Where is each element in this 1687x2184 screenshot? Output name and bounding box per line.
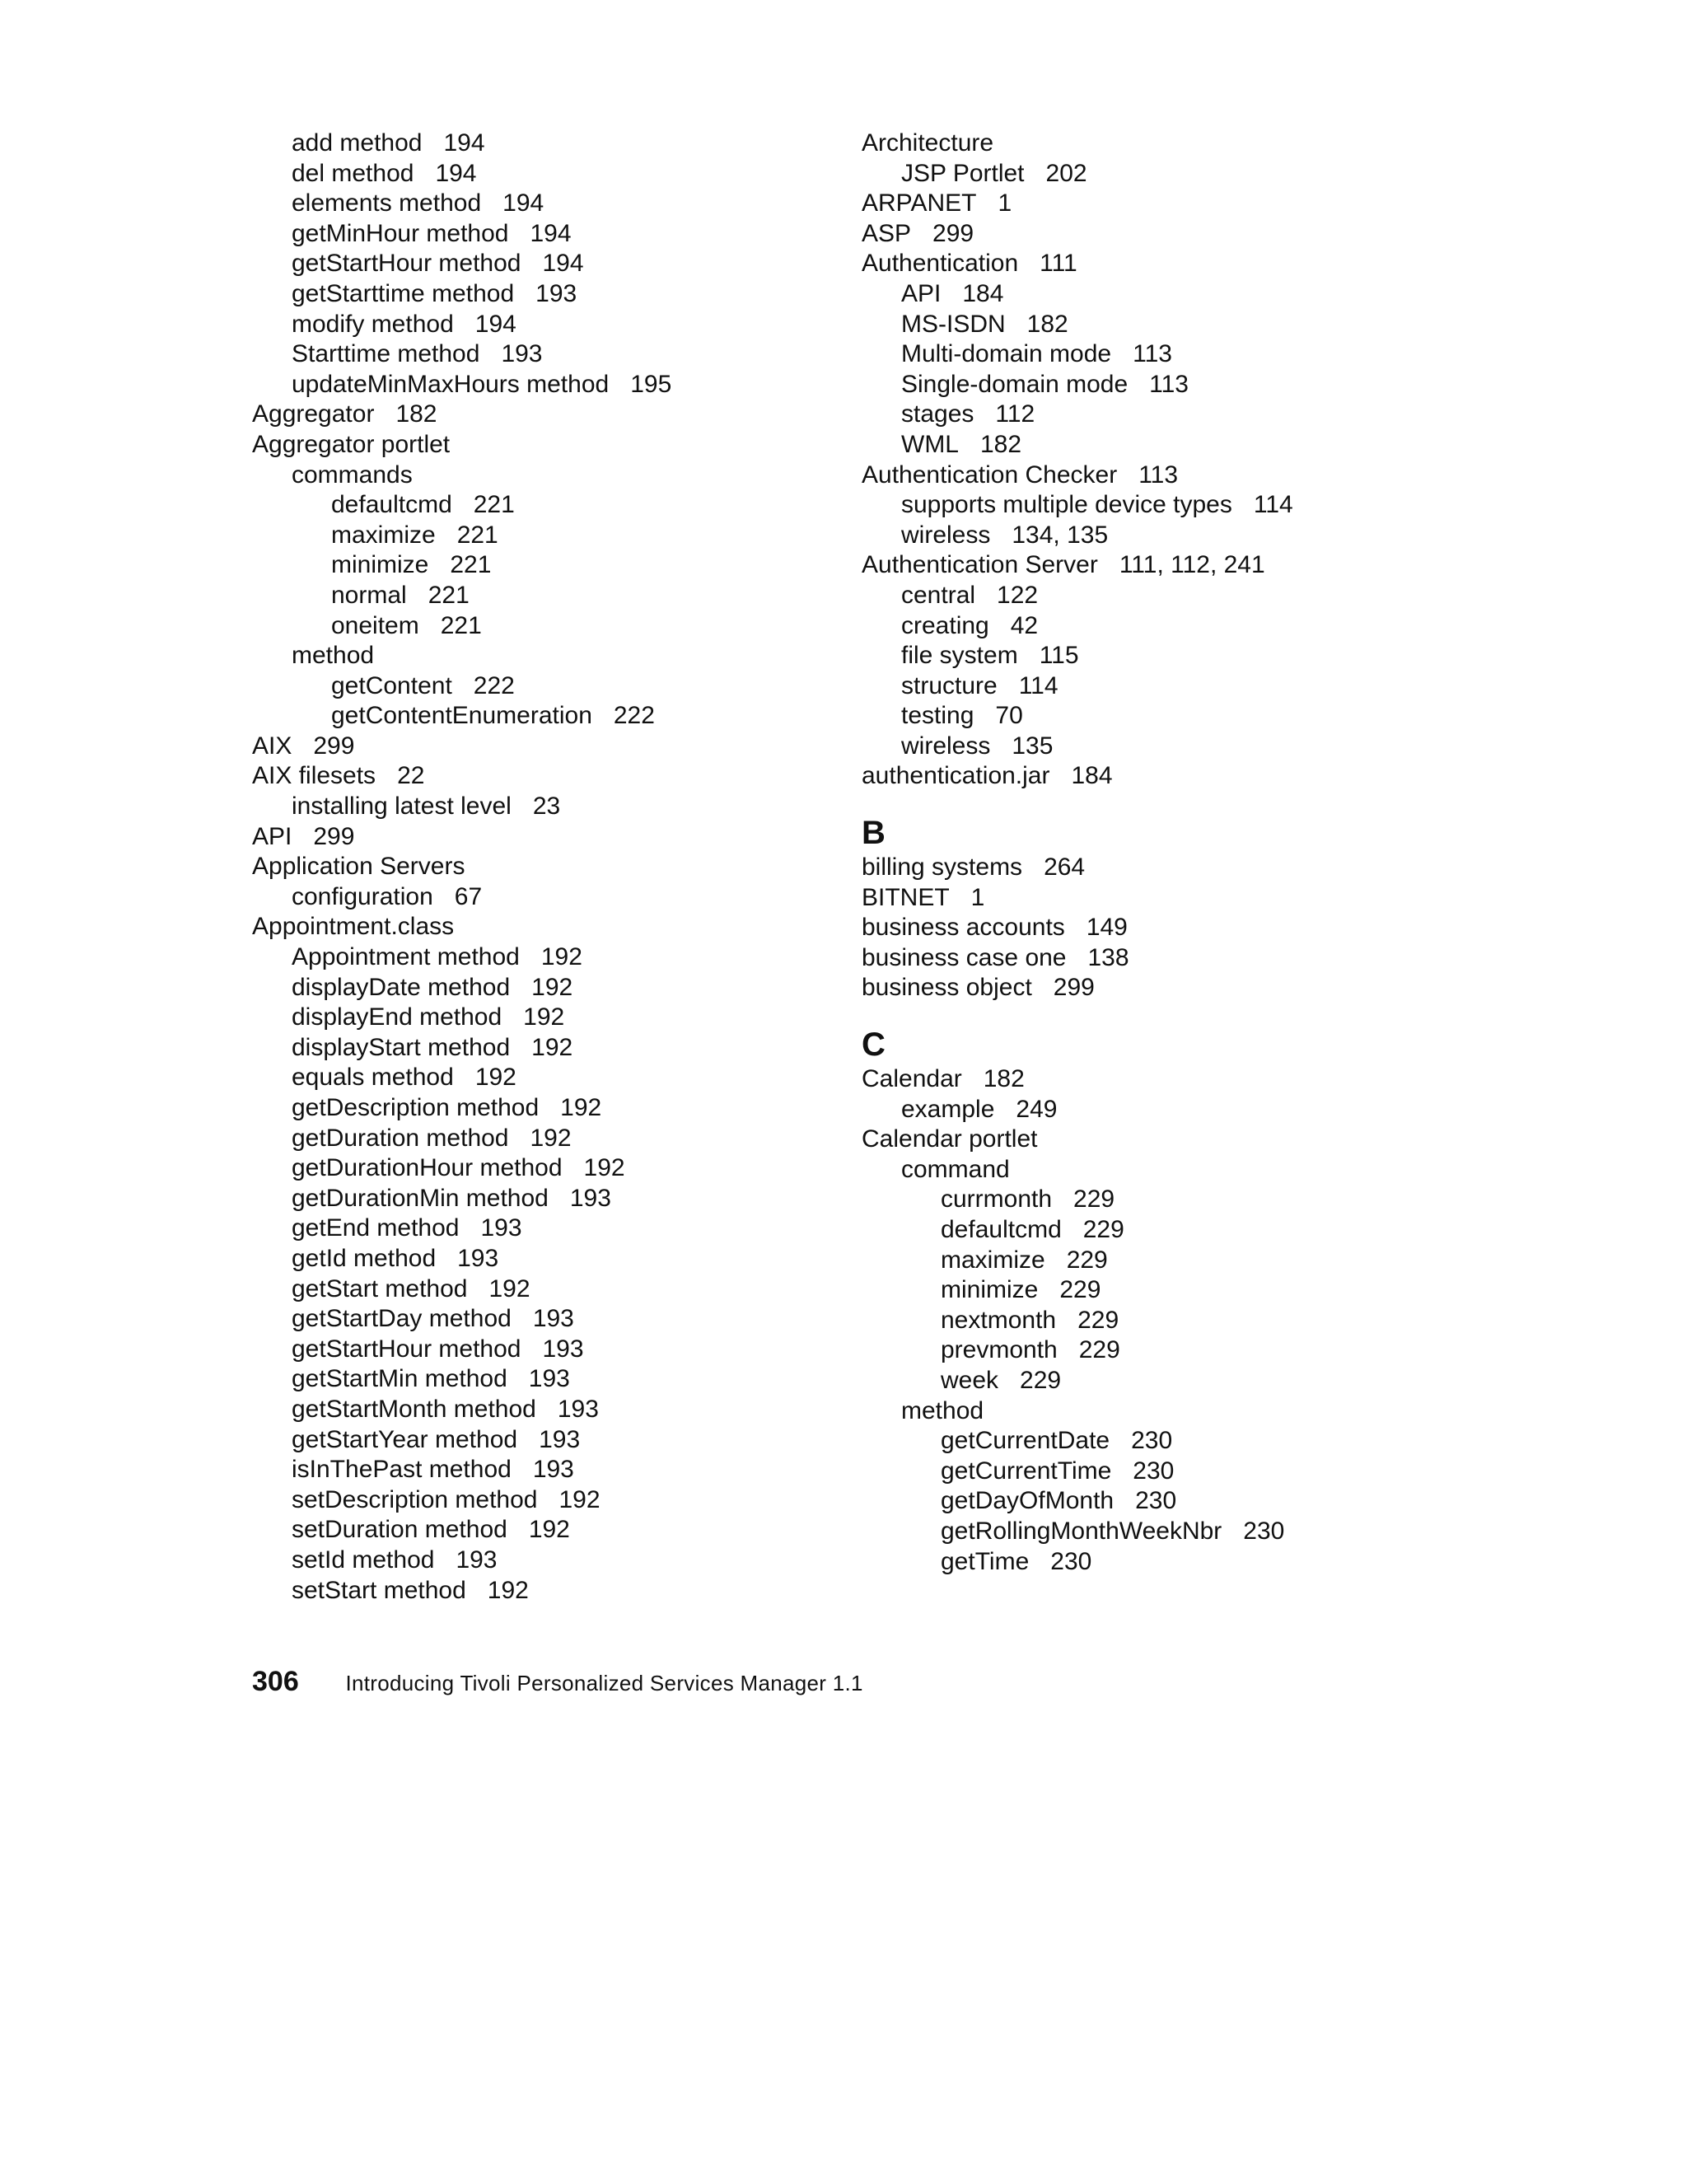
index-pages: 113 bbox=[1133, 340, 1172, 368]
index-pages: 192 bbox=[560, 1094, 602, 1121]
index-entry bbox=[252, 550, 829, 581]
index-entry bbox=[862, 129, 1438, 159]
index-pages: 193 bbox=[539, 1425, 581, 1453]
index-term: week bbox=[941, 1366, 999, 1394]
index-entry bbox=[862, 1366, 1438, 1396]
index-term: business accounts bbox=[862, 914, 1065, 942]
index-pages: 114 bbox=[1253, 491, 1293, 519]
index-pages: 122 bbox=[997, 581, 1039, 609]
index-term: getTime bbox=[941, 1547, 1030, 1575]
index-term: Appointment.class bbox=[252, 913, 455, 941]
index-entry bbox=[252, 1515, 829, 1546]
index-pages: 192 bbox=[487, 1576, 529, 1604]
index-term: JSP Portlet bbox=[901, 159, 1025, 187]
index-pages: 230 bbox=[1131, 1427, 1173, 1455]
index-term: setId method bbox=[292, 1546, 435, 1574]
index-entry bbox=[862, 1155, 1438, 1186]
index-term: supports multiple device types bbox=[901, 491, 1232, 519]
index-term: method bbox=[292, 642, 375, 670]
index-entry bbox=[252, 1124, 829, 1154]
index-pages: 193 bbox=[535, 279, 577, 307]
index-entry bbox=[252, 1244, 829, 1274]
index-entry bbox=[862, 913, 1438, 943]
index-term: wireless bbox=[901, 521, 991, 549]
index-entry bbox=[862, 671, 1438, 702]
index-entry bbox=[252, 219, 829, 250]
index-term: authentication.jar bbox=[862, 762, 1050, 790]
index-pages: 192 bbox=[530, 1124, 572, 1152]
index-pages: 299 bbox=[313, 822, 355, 850]
index-entry bbox=[252, 159, 829, 189]
index-pages: 193 bbox=[501, 340, 543, 368]
index-entry bbox=[862, 159, 1438, 189]
index-pages: 221 bbox=[473, 491, 515, 519]
index-entry bbox=[252, 1576, 829, 1606]
index-term: getStartHour method bbox=[292, 1335, 521, 1363]
index-pages: 193 bbox=[532, 1305, 574, 1333]
index-entry bbox=[252, 370, 829, 400]
index-pages: 192 bbox=[523, 1003, 565, 1031]
index-term: isInThePast method bbox=[292, 1456, 512, 1484]
index-entry bbox=[862, 339, 1438, 370]
index-entry bbox=[252, 1485, 829, 1516]
index-entry bbox=[252, 912, 829, 942]
index-pages: 184 bbox=[1071, 762, 1113, 790]
index-pages: 193 bbox=[532, 1456, 574, 1484]
index-pages: 184 bbox=[962, 279, 1004, 307]
index-pages: 299 bbox=[932, 219, 974, 247]
index-term: WML bbox=[901, 430, 959, 458]
index-term: getStartHour method bbox=[292, 250, 521, 278]
index-entry bbox=[862, 883, 1438, 914]
section-heading-b: B bbox=[862, 815, 886, 852]
index-pages: 67 bbox=[454, 882, 483, 910]
index-pages: 192 bbox=[474, 1064, 516, 1092]
index-entry bbox=[862, 1335, 1438, 1366]
index-term: getMinHour method bbox=[292, 219, 509, 247]
index-pages: 229 bbox=[1078, 1336, 1120, 1364]
index-entry bbox=[252, 490, 829, 521]
index-term: defaultcmd bbox=[941, 1216, 1062, 1243]
index-entry bbox=[862, 1396, 1438, 1427]
index-pages: 230 bbox=[1135, 1487, 1177, 1515]
index-entry bbox=[252, 1304, 829, 1335]
index-entry bbox=[252, 129, 829, 159]
index-pages: 192 bbox=[583, 1154, 625, 1182]
index-pages: 192 bbox=[531, 1033, 573, 1061]
index-entry bbox=[862, 701, 1438, 732]
index-term: updateMinMaxHours method bbox=[292, 370, 610, 398]
index-column-right bbox=[862, 129, 1438, 1577]
index-term: installing latest level bbox=[292, 793, 512, 821]
index-entry bbox=[862, 853, 1438, 883]
index-entry bbox=[862, 1486, 1438, 1517]
index-pages: 229 bbox=[1082, 1216, 1124, 1243]
index-pages: 42 bbox=[1010, 611, 1039, 639]
index-entry bbox=[862, 1064, 1438, 1095]
index-pages: 193 bbox=[569, 1184, 611, 1212]
index-entry bbox=[862, 189, 1438, 219]
index-term: elements method bbox=[292, 189, 482, 217]
index-entry bbox=[862, 1547, 1438, 1578]
index-term: getDurationMin method bbox=[292, 1184, 549, 1212]
index-pages: 192 bbox=[528, 1516, 570, 1544]
index-entry bbox=[252, 461, 829, 491]
index-entry bbox=[252, 732, 829, 762]
index-pages: 229 bbox=[1077, 1306, 1119, 1334]
index-pages: 229 bbox=[1059, 1276, 1101, 1304]
index-term: del method bbox=[292, 159, 414, 187]
index-term: central bbox=[901, 581, 976, 609]
index-pages: 222 bbox=[613, 702, 655, 730]
index-pages: 229 bbox=[1020, 1366, 1062, 1394]
index-term: getStarttime method bbox=[292, 279, 515, 307]
index-pages: 249 bbox=[1016, 1095, 1058, 1123]
index-pages: 221 bbox=[440, 611, 482, 639]
index-entry bbox=[252, 942, 829, 973]
index-term: file system bbox=[901, 642, 1018, 670]
index-term: Application Servers bbox=[252, 853, 465, 881]
index-pages: 134, 135 bbox=[1012, 521, 1109, 549]
index-term: getStartMin method bbox=[292, 1365, 507, 1393]
index-entry bbox=[862, 1457, 1438, 1487]
index-pages: 114 bbox=[1018, 671, 1058, 699]
index-term: Architecture bbox=[862, 129, 994, 157]
index-term: business object bbox=[862, 974, 1032, 1002]
index-pages: 194 bbox=[443, 129, 485, 157]
index-term: setDuration method bbox=[292, 1516, 507, 1544]
index-entry bbox=[252, 852, 829, 882]
index-entry bbox=[252, 1214, 829, 1244]
page-footer bbox=[252, 1666, 863, 1698]
index-term: Calendar portlet bbox=[862, 1125, 1038, 1153]
index-term: configuration bbox=[292, 882, 433, 910]
index-pages: 193 bbox=[456, 1546, 498, 1574]
index-entry bbox=[862, 1095, 1438, 1125]
index-pages: 182 bbox=[395, 400, 437, 428]
index-term: billing systems bbox=[862, 853, 1023, 882]
index-term: Starttime method bbox=[292, 340, 480, 368]
index-term: MS-ISDN bbox=[901, 310, 1006, 338]
index-pages: 193 bbox=[542, 1335, 584, 1363]
index-term: wireless bbox=[901, 732, 991, 760]
index-entry bbox=[862, 279, 1438, 310]
index-pages: 111 bbox=[1040, 250, 1077, 278]
index-entry bbox=[862, 1246, 1438, 1276]
index-term: equals method bbox=[292, 1064, 454, 1092]
index-term: getStartMonth method bbox=[292, 1395, 536, 1423]
index-pages: 195 bbox=[630, 370, 672, 398]
index-entry bbox=[862, 611, 1438, 642]
index-term: structure bbox=[901, 671, 998, 699]
index-term: getStart method bbox=[292, 1274, 468, 1302]
index-term: business case one bbox=[862, 943, 1067, 971]
index-term: BITNET bbox=[862, 883, 950, 911]
index-term: Aggregator portlet bbox=[252, 430, 451, 458]
index-term: creating bbox=[901, 611, 989, 639]
index-pages: 23 bbox=[532, 793, 561, 821]
index-entry bbox=[862, 490, 1438, 521]
index-entry bbox=[862, 1215, 1438, 1246]
index-term: example bbox=[901, 1095, 995, 1123]
index-pages: 299 bbox=[313, 732, 355, 760]
index-pages: 229 bbox=[1073, 1186, 1115, 1214]
index-pages: 230 bbox=[1050, 1547, 1092, 1575]
index-term: oneitem bbox=[331, 611, 419, 639]
index-entry bbox=[252, 1033, 829, 1064]
index-entry bbox=[252, 1153, 829, 1184]
index-entry bbox=[862, 1185, 1438, 1215]
index-term: Multi-domain mode bbox=[901, 340, 1112, 368]
index-term: minimize bbox=[331, 551, 429, 579]
index-pages: 1 bbox=[998, 189, 1012, 217]
index-term: ARPANET bbox=[862, 189, 977, 217]
index-pages: 230 bbox=[1133, 1457, 1175, 1485]
index-entry bbox=[862, 370, 1438, 400]
index-entry bbox=[252, 882, 829, 913]
index-pages: 194 bbox=[530, 219, 572, 247]
index-pages: 299 bbox=[1053, 974, 1095, 1002]
index-term: getStartYear method bbox=[292, 1425, 518, 1453]
index-term: testing bbox=[901, 702, 974, 730]
index-entry bbox=[252, 581, 829, 611]
index-term: stages bbox=[901, 400, 974, 428]
index-entry bbox=[862, 1275, 1438, 1306]
index-entry bbox=[252, 430, 829, 461]
index-pages: 111, 112, 241 bbox=[1119, 551, 1265, 579]
index-entry bbox=[862, 461, 1438, 491]
index-term: getDayOfMonth bbox=[941, 1487, 1115, 1515]
index-term: AIX filesets bbox=[252, 762, 376, 790]
index-entry bbox=[252, 249, 829, 279]
index-pages: 149 bbox=[1086, 914, 1128, 942]
index-term: modify method bbox=[292, 310, 454, 338]
index-pages: 70 bbox=[995, 702, 1023, 730]
index-term: Authentication bbox=[862, 250, 1019, 278]
index-entry bbox=[252, 310, 829, 340]
index-entry bbox=[252, 792, 829, 822]
index-entry bbox=[862, 973, 1438, 1003]
index-pages: 229 bbox=[1066, 1246, 1108, 1274]
index-entry bbox=[862, 732, 1438, 762]
index-entry bbox=[252, 1455, 829, 1485]
index-pages: 182 bbox=[980, 430, 1022, 458]
index-term: maximize bbox=[941, 1246, 1045, 1274]
index-pages: 115 bbox=[1039, 642, 1079, 670]
index-pages: 221 bbox=[450, 551, 492, 579]
index-entry bbox=[862, 550, 1438, 581]
index-pages: 192 bbox=[488, 1274, 530, 1302]
index-pages: 194 bbox=[542, 250, 584, 278]
index-term: Authentication Server bbox=[862, 551, 1098, 579]
index-entry bbox=[862, 641, 1438, 671]
index-entry bbox=[862, 521, 1438, 551]
index-pages: 112 bbox=[995, 400, 1035, 428]
index-pages: 202 bbox=[1045, 159, 1087, 187]
index-term: maximize bbox=[331, 521, 436, 549]
index-pages: 1 bbox=[970, 883, 985, 911]
index-pages: 192 bbox=[540, 943, 582, 971]
index-term: prevmonth bbox=[941, 1336, 1058, 1364]
index-entry bbox=[252, 1274, 829, 1305]
index-pages: 113 bbox=[1149, 370, 1189, 398]
index-entry bbox=[252, 1063, 829, 1093]
index-entry bbox=[252, 1546, 829, 1576]
index-pages: 193 bbox=[557, 1395, 599, 1423]
index-entry bbox=[252, 822, 829, 853]
index-term: getDurationHour method bbox=[292, 1154, 563, 1182]
index-term: getContentEnumeration bbox=[331, 702, 592, 730]
index-entry bbox=[252, 1425, 829, 1456]
index-term: getId method bbox=[292, 1244, 437, 1272]
index-entry bbox=[252, 339, 829, 370]
index-entry bbox=[252, 400, 829, 430]
index-term: Appointment method bbox=[292, 943, 520, 971]
index-entry bbox=[252, 1335, 829, 1365]
index-entry bbox=[862, 430, 1438, 461]
index-entry bbox=[252, 671, 829, 702]
index-term: Aggregator bbox=[252, 400, 375, 428]
index-entry bbox=[862, 581, 1438, 611]
index-entry bbox=[252, 1003, 829, 1033]
index-entry bbox=[862, 219, 1438, 250]
index-term: nextmonth bbox=[941, 1306, 1057, 1334]
index-entry bbox=[252, 761, 829, 792]
index-pages: 192 bbox=[558, 1485, 600, 1513]
index-term: API bbox=[252, 822, 292, 850]
index-term: displayStart method bbox=[292, 1033, 511, 1061]
index-pages: 182 bbox=[1026, 310, 1068, 338]
index-term: setStart method bbox=[292, 1576, 466, 1604]
index-term: displayEnd method bbox=[292, 1003, 502, 1031]
index-term: getCurrentDate bbox=[941, 1427, 1110, 1455]
index-entry bbox=[252, 611, 829, 642]
index-entry bbox=[252, 973, 829, 1003]
index-entry bbox=[252, 279, 829, 310]
index-pages: 193 bbox=[480, 1214, 522, 1242]
index-entry bbox=[862, 761, 1438, 792]
index-term: AIX bbox=[252, 732, 292, 760]
index-term: command bbox=[901, 1155, 1010, 1183]
index-term: normal bbox=[331, 581, 407, 609]
index-entry bbox=[862, 1426, 1438, 1457]
index-entry bbox=[862, 1517, 1438, 1547]
index-column-left bbox=[252, 129, 829, 1606]
index-pages: 264 bbox=[1044, 853, 1086, 882]
index-term: defaultcmd bbox=[331, 491, 452, 519]
index-pages: 194 bbox=[435, 159, 477, 187]
index-entry bbox=[252, 1184, 829, 1214]
index-entry bbox=[252, 1395, 829, 1425]
index-term: setDescription method bbox=[292, 1485, 538, 1513]
section-heading-c: C bbox=[862, 1027, 886, 1064]
index-term: getRollingMonthWeekNbr bbox=[941, 1517, 1222, 1545]
index-term: getDuration method bbox=[292, 1124, 509, 1152]
index-pages: 194 bbox=[502, 189, 544, 217]
index-pages: 182 bbox=[983, 1065, 1025, 1093]
index-pages: 138 bbox=[1087, 943, 1129, 971]
index-entry bbox=[862, 249, 1438, 279]
index-entry bbox=[252, 189, 829, 219]
index-entry bbox=[252, 521, 829, 551]
index-term: add method bbox=[292, 129, 423, 157]
index-entry bbox=[862, 400, 1438, 430]
index-term: method bbox=[901, 1396, 984, 1424]
index-pages: 221 bbox=[428, 581, 470, 609]
index-pages: 194 bbox=[474, 310, 516, 338]
index-pages: 221 bbox=[456, 521, 498, 549]
index-entry bbox=[862, 1306, 1438, 1336]
index-pages: 193 bbox=[528, 1365, 570, 1393]
index-term: API bbox=[901, 279, 942, 307]
book-title: Introducing Tivoli Personalized Services Manager 1.1 bbox=[345, 1671, 863, 1695]
index-term: getCurrentTime bbox=[941, 1457, 1112, 1485]
index-entry bbox=[252, 701, 829, 732]
index-pages: 22 bbox=[397, 762, 425, 790]
index-term: commands bbox=[292, 461, 413, 489]
index-term: Authentication Checker bbox=[862, 461, 1118, 489]
index-pages: 192 bbox=[531, 973, 573, 1001]
index-term: getContent bbox=[331, 671, 452, 699]
index-entry bbox=[252, 1364, 829, 1395]
index-term: displayDate method bbox=[292, 973, 511, 1001]
index-term: Calendar bbox=[862, 1065, 962, 1093]
index-entry bbox=[252, 1093, 829, 1124]
page-number: 306 bbox=[252, 1666, 299, 1697]
index-entry bbox=[862, 310, 1438, 340]
index-entry bbox=[862, 943, 1438, 974]
index-term: getStartDay method bbox=[292, 1305, 512, 1333]
index-pages: 135 bbox=[1012, 732, 1054, 760]
index-term: Single-domain mode bbox=[901, 370, 1129, 398]
index-term: getDescription method bbox=[292, 1094, 540, 1121]
index-term: currmonth bbox=[941, 1186, 1053, 1214]
index-pages: 193 bbox=[457, 1244, 499, 1272]
index-entry bbox=[862, 1125, 1438, 1155]
index-pages: 230 bbox=[1243, 1517, 1285, 1545]
index-pages: 222 bbox=[473, 671, 515, 699]
index-term: minimize bbox=[941, 1276, 1039, 1304]
index-term: ASP bbox=[862, 219, 912, 247]
index-pages: 113 bbox=[1138, 461, 1179, 489]
index-entry bbox=[252, 641, 829, 671]
index-term: getEnd method bbox=[292, 1214, 460, 1242]
